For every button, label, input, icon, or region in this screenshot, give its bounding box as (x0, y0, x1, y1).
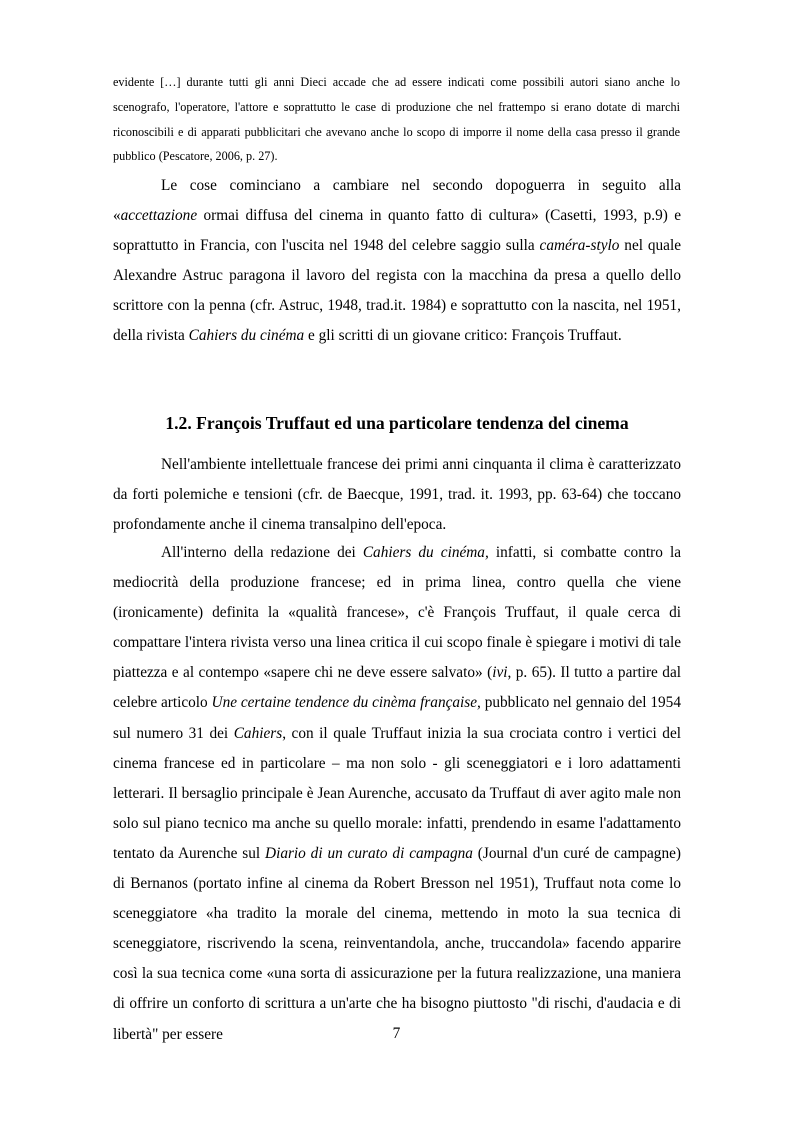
italic-title: Cahiers du cinéma (188, 327, 305, 345)
italic-title: Cahiers du cinéma, (362, 544, 489, 561)
italic-title: Cahiers (233, 724, 283, 742)
page-number: 7 (392, 1025, 401, 1042)
text-run: infatti, si combatte contro la mediocrità della produzione francese; ed in prima linea, contro quella che viene (ironicamente) definita la «qualità francese», c'è François Truffaut, il quale cerca di compattare l'intera rivista verso una linea critica il cui scopo finale è spiegare i motivi di tale piattezza e al contempo «sapere chi ne deve essere salvato» ( (113, 544, 681, 682)
text-run: , con il quale Truffaut inizia la sua crociata contro i vertici del cinema francese ed in particolare – ma non solo - gli sceneggiatori e i loro adattamenti letterari. Il bersaglio principale è Jean Aurenche, accusato da Truffaut di aver agito male non solo sul piano tecnico ma anche su quello morale: infatti, prendendo in esame l'adattamento tentato da Aurenche sul (113, 724, 681, 862)
block-quote: evidente […] durante tutti gli anni Dieci accade che ad essere indicati come possibili autori siano anche lo scenografo, l'operatore, l'attore e soprattutto le case di produzione che nel frattempo si erano dotate di marchi riconoscibili e di apparati pubblicitari che avevano anche lo scopo di imporre il nome della casa presso il grande pubblico (Pescatore, 2006, p. 27). (113, 75, 680, 164)
text-run: , p. 65). Il tutto a partire dal celebre articolo (113, 664, 681, 712)
italic-term: caméra-stylo (539, 237, 620, 255)
italic-term: ivi (492, 664, 508, 682)
text-run: ormai diffusa del cinema in quanto fatto di cultura» (Casetti, 1993, p.9) e soprattutto in Francia, con l'uscita nel 1948 del celebre saggio sulla (113, 207, 681, 255)
italic-title: Une certaine tendence du cinèma française, (211, 694, 481, 712)
italic-term: accettazione (120, 207, 198, 225)
text-run: Le cose cominciano a cambiare nel secondo dopoguerra in seguito alla « (113, 177, 681, 225)
text-run: pubblicato nel gennaio del 1954 sul numero 31 dei (113, 694, 681, 742)
paragraph-1 (113, 171, 681, 352)
italic-title: Diario di un curato di campagna (265, 844, 473, 862)
text-run: e gli scritti di un giovane critico: François Truffaut. (304, 327, 622, 345)
paragraph-2: Nell'ambiente intellettuale francese dei primi anni cinquanta il clima è caratterizzato da forti polemiche e tensioni (cfr. de Baecque, 1991, trad. it. 1993, pp. 63-64) che toccano profondamente anche il cinema transalpino dell'epoca. (113, 456, 681, 534)
text-run: (Journal d'un curé de campagne) di Bernanos (portato infine al cinema da Robert Bresson nel 1951), Truffaut nota come lo sceneggiatore «ha tradito la morale del cinema, mettendo in moto la sua tecnica di sceneggiatore, riscrivendo la scena, reinventandola, anche, truccandola» facendo apparire così la sua tecnica come «una sorta di assicurazione per la futura realizzazione, una maniera di offrire un conforto di scrittura a un'arte che ha bisogno piuttosto "di rischi, d'audacia e di libertà" per essere (113, 844, 681, 1043)
text-run: nel quale Alexandre Astruc paragona il lavoro del regista con la macchina da presa a quello dello scrittore con la penna (cfr. Astruc, 1948, trad.it. 1984) e soprattutto con la nascita, nel 1951, della rivista (113, 237, 681, 345)
paragraph-3 (113, 538, 681, 1050)
section-heading: 1.2. François Truffaut ed una particolare tendenza del cinema (165, 413, 629, 433)
text-run: All'interno della redazione dei (161, 544, 363, 561)
